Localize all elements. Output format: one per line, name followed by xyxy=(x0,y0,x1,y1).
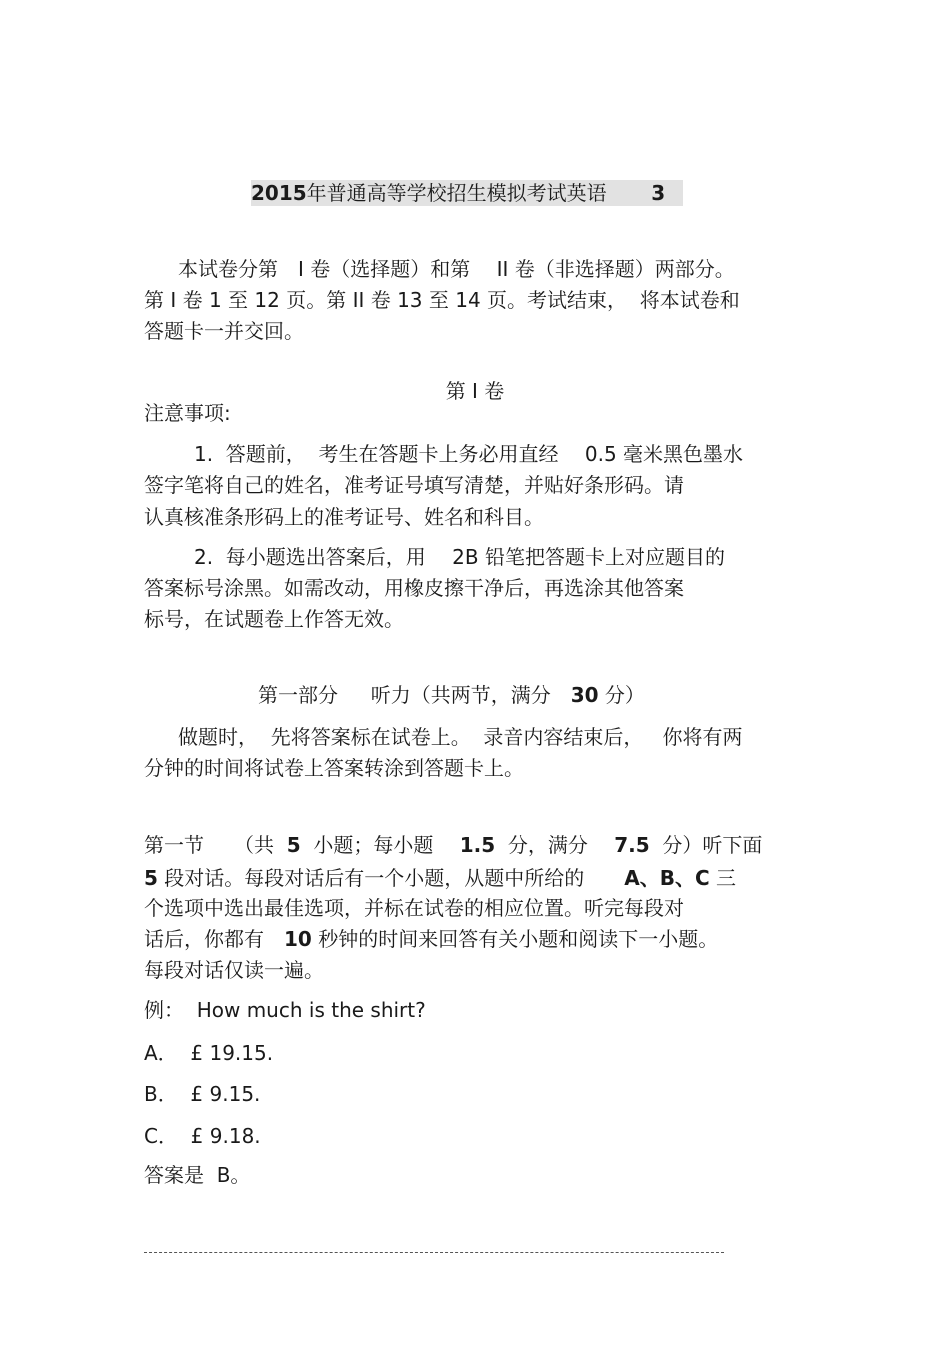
note2-line-1: 2. 每小题选出答案后，用 2B 铅笔把答题卡上对应题目的 xyxy=(194,545,725,569)
example-option-a: A． £ 19.15. xyxy=(144,1041,274,1065)
page-divider xyxy=(144,1252,724,1253)
example-answer: 答案是 B。 xyxy=(144,1163,251,1187)
section1-line-3: 个选项中选出最佳选项，并标在试卷的相应位置。听完每段对 xyxy=(144,896,684,920)
example-question: 例： How much is the shirt? xyxy=(144,998,426,1022)
volume-heading: 第 I 卷 xyxy=(445,379,505,403)
section1-line-5: 每段对话仅读一遍。 xyxy=(144,958,324,982)
example-option-c: C． £ 9.18. xyxy=(144,1124,261,1148)
note1-line-3: 认真核准条形码上的准考证号、姓名和科目。 xyxy=(144,505,544,529)
intro-line-2: 第 I 卷 1 至 12 页。第 II 卷 13 至 14 页。考试结束， 将本试卷和 xyxy=(144,288,740,312)
note2-line-2: 答案标号涂黑。如需改动，用橡皮擦干净后，再选涂其他答案 xyxy=(144,576,684,600)
note1-line-2: 签字笔将自己的姓名，准考证号填写清楚，并贴好条形码。请 xyxy=(144,473,684,497)
section1-line-2: 5 段对话。每段对话后有一个小题，从题中所给的 A、B、C 三 xyxy=(144,866,737,890)
part1-heading: 第一部分 听力（共两节，满分 30 分） xyxy=(258,683,645,707)
intro-line-3: 答题卡一并交回。 xyxy=(144,319,304,343)
section1-line-4: 话后，你都有 10 秒钟的时间来回答有关小题和阅读下一小题。 xyxy=(144,927,719,951)
title-text: 年普通高等学校招生模拟考试英语 xyxy=(306,181,607,205)
notes-heading: 注意事项: xyxy=(144,401,231,425)
title-number: 3 xyxy=(651,181,666,205)
title-year: 2015 xyxy=(251,181,307,205)
note1-line-1: 1. 答题前， 考生在答题卡上务必用直经 0.5 毫米黑色墨水 xyxy=(194,442,744,466)
note2-line-3: 标号，在试题卷上作答无效。 xyxy=(144,607,404,631)
part1-line-1: 做题时， 先将答案标在试卷上。 录音内容结束后， 你将有两 xyxy=(178,725,743,749)
section1-line-1: 第一节 （共 5 小题；每小题 1.5 分，满分 7.5 分）听下面 xyxy=(144,833,763,857)
intro-line-1: 本试卷分第 I 卷（选择题）和第 II 卷（非选择题）两部分。 xyxy=(178,257,735,281)
example-option-b: B． £ 9.15. xyxy=(144,1082,261,1106)
document-title xyxy=(251,180,683,206)
part1-line-2: 分钟的时间将试卷上答案转涂到答题卡上。 xyxy=(144,756,524,780)
